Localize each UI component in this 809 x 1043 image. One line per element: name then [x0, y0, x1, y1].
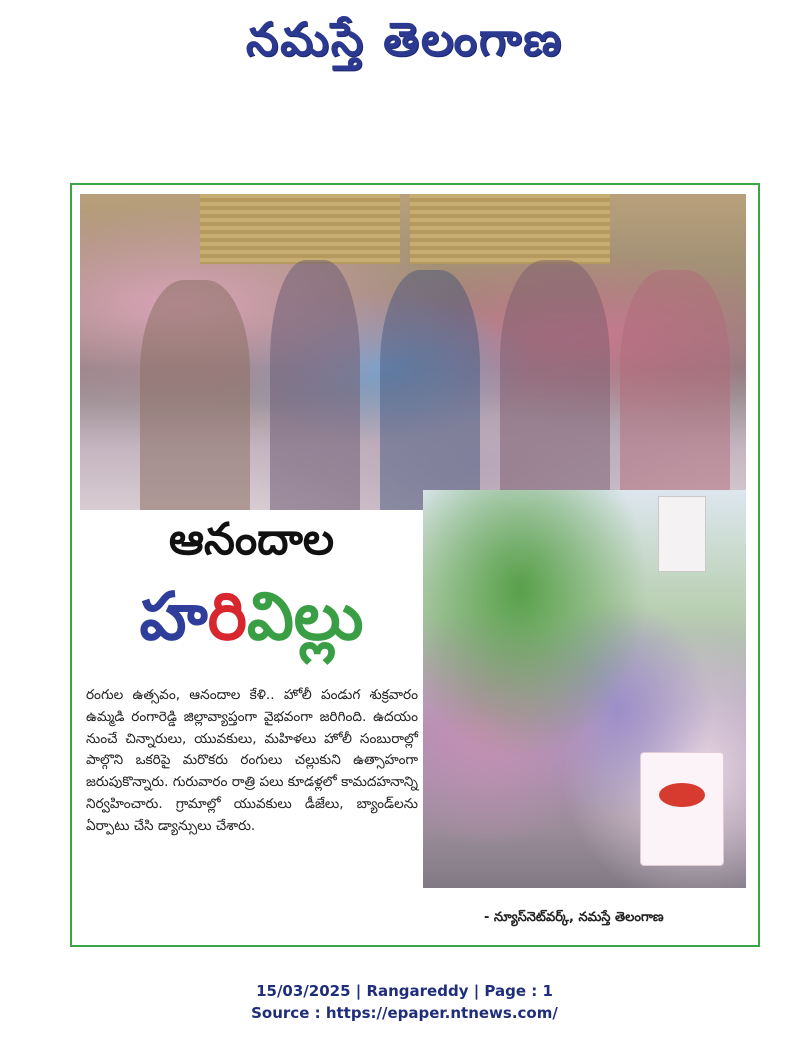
holi-children-photo: [423, 490, 746, 888]
headline-line-1: ఆనందాల: [168, 514, 335, 565]
headline-part-3: విల్లు: [246, 578, 364, 655]
shopping-bag: [640, 752, 724, 866]
shop-sign: [658, 496, 706, 572]
headline-part-2: రి: [207, 578, 247, 655]
masthead: [0, 0, 809, 90]
byline: - న్యూస్‌నెట్‌వర్క్, నమస్తే తెలంగాణ: [484, 910, 664, 925]
footer-meta: 15/03/2025 | Rangareddy | Page : 1: [256, 982, 553, 1000]
holi-crowd-photo: [80, 194, 746, 510]
footer-source: Source : https://epaper.ntnews.com/: [251, 1004, 558, 1022]
headline-part-1: హ: [139, 578, 208, 655]
news-clipping: [70, 183, 760, 947]
headline: [80, 510, 423, 670]
page-footer: [0, 980, 809, 1024]
article-body: రంగుల ఉత్సవం, ఆనందాల కేళి.. హోలీ పండుగ శుక్రవారం ఉమ్మడి రంగారెడ్డి జిల్లావ్యాప్తంగా వైభవంగా జరిగింది. ఉదయం నుంచే చిన్నారులు, యువకులు, మహిళలు హోలీ సంబురాల్లో పాల్గొని ఒకరిపై మరొకరు రంగులు చల్లుకుని ఉత్సాహంగా జరుపుకొన్నారు. గురువారం రాత్రి పలు కూడళ్లలో కామదహనాన్ని నిర్వహించారు. గ్రామాల్లో యువకులు డీజేలు, బ్యాండ్‌లను ఏర్పాటు చేసి డ్యాన్సులు చేశారు.: [86, 687, 418, 834]
headline-line-2: [80, 572, 423, 662]
masthead-title: నమస్తే తెలంగాణ: [245, 12, 564, 66]
